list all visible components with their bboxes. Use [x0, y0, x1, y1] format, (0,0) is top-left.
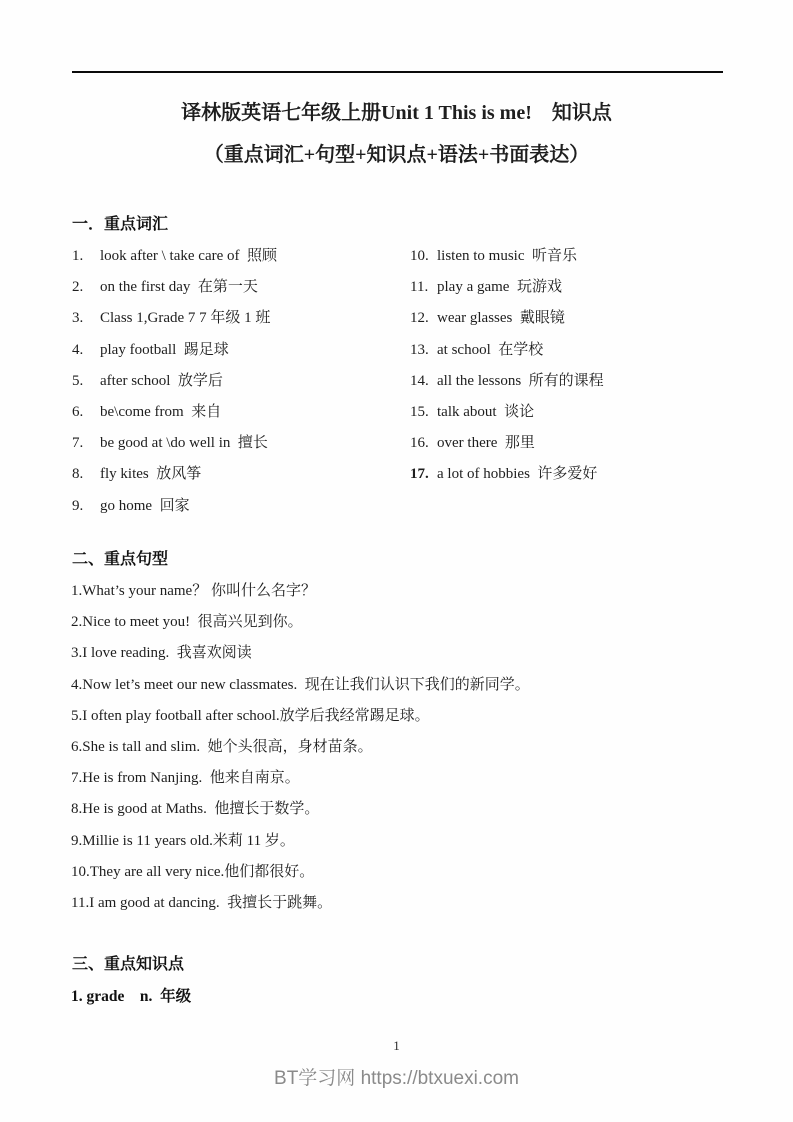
vocab-left-column	[72, 241, 402, 522]
vocab-item-number: 1.	[72, 248, 84, 264]
vocab-item	[410, 272, 740, 303]
page-subtitle: （重点词汇+句型+知识点+语法+书面表达）	[203, 144, 590, 166]
sentence-item: 8.He is good at Maths. 他擅长于数学。	[71, 801, 320, 818]
sentence-list	[71, 576, 731, 919]
vocab-item	[72, 428, 402, 459]
vocab-item-number: 5.	[72, 372, 84, 389]
vocab-item-text: play football 踢足球	[100, 341, 229, 358]
page-title: 译林版英语七年级上册Unit 1 This is me! 知识点	[181, 102, 612, 124]
vocab-item-number: 2.	[72, 279, 84, 296]
vocab-item-number: 7.	[72, 435, 84, 452]
vocab-item	[72, 303, 402, 334]
vocab-item	[72, 272, 402, 303]
vocab-item-text: talk about 谈论	[437, 403, 535, 420]
sentence-item: 10.They are all very nice.他们都很好。	[71, 863, 315, 880]
vocab-item-number: 13.	[410, 341, 429, 358]
vocab-item-text: be\come from 来自	[100, 403, 222, 420]
vocab-item-text: a lot of hobbies 许多爱好	[437, 466, 598, 483]
vocab-item	[410, 335, 740, 366]
sentence-item: 3.I love reading. 我喜欢阅读	[71, 645, 252, 662]
vocab-item	[410, 428, 740, 459]
vocab-item-text: play a game 玩游戏	[437, 279, 562, 296]
vocab-item-number: 8.	[72, 466, 84, 483]
vocab-item-number: 3.	[72, 310, 84, 327]
vocab-item-text: be good at \do well in 擅长	[100, 435, 268, 452]
vocab-item	[410, 459, 740, 490]
knowledge-item: 1. grade n. 年级	[71, 988, 192, 1005]
vocab-item-number: 15.	[410, 403, 429, 420]
vocab-item-text: on the first day 在第一天	[100, 279, 258, 296]
sentence-item: 1.What’s your name？ 你叫什么名字？	[71, 583, 316, 599]
sentence-item: 6.She is tall and slim. 她个头很高，身材苗条。	[71, 738, 373, 755]
vocab-item	[72, 366, 402, 397]
vocab-item-number: 6.	[72, 403, 84, 420]
sentence-item: 9.Millie is 11 years old.米莉 11 岁。	[71, 832, 295, 849]
vocab-item-number: 4.	[72, 341, 84, 358]
section-knowledge-heading: 三、重点知识点	[72, 956, 185, 973]
sentence-item: 4.Now let’s meet our new classmates. 现在让我们认识下我们的新同学。	[71, 676, 530, 693]
vocab-item	[72, 335, 402, 366]
vocab-item-number: 17.	[410, 466, 429, 483]
vocab-item-text: over there 那里	[437, 435, 535, 452]
vocab-item-text: fly kites 放风筝	[100, 466, 202, 483]
sentence-item: 5.I often play football after school.放学后我经常踢足球。	[71, 707, 430, 724]
vocab-item-number: 16.	[410, 435, 429, 452]
vocab-item	[72, 491, 402, 522]
vocab-item	[410, 303, 740, 334]
sentence-item: 2.Nice to meet you! 很高兴见到你。	[71, 614, 303, 631]
vocab-item-text: listen to music 听音乐	[437, 248, 577, 264]
vocab-item	[410, 366, 740, 397]
vocab-item-number: 14.	[410, 372, 429, 389]
vocab-item-text: look after \ take care of 照顾	[100, 248, 278, 264]
sentence-item: 7.He is from Nanjing. 他来自南京。	[71, 770, 300, 787]
section-vocab-heading: 一．重点词汇	[72, 216, 169, 233]
vocab-item-text: Class 1,Grade 7 7 年级 1 班	[100, 310, 271, 327]
vocab-item	[72, 397, 402, 428]
vocab-item-text: wear glasses 戴眼镜	[437, 310, 565, 327]
vocab-item	[410, 397, 740, 428]
page-number: 1	[393, 1038, 400, 1053]
vocab-item-number: 11.	[410, 279, 429, 296]
vocab-item-text: all the lessons 所有的课程	[437, 372, 604, 389]
vocab-item-text: after school 放学后	[100, 372, 223, 389]
header-rule	[72, 71, 723, 73]
vocab-item-text: go home 回家	[100, 497, 190, 514]
vocab-item	[72, 241, 402, 272]
vocab-item-number: 10.	[410, 248, 429, 264]
vocab-item-text: at school 在学校	[437, 341, 544, 358]
site-watermark: BT学习网 https://btxuexi.com	[274, 1068, 519, 1089]
vocab-item-number: 9.	[72, 497, 84, 514]
sentence-item: 11.I am good at dancing. 我擅长于跳舞。	[71, 894, 333, 911]
vocab-right-column	[410, 241, 740, 491]
vocab-item	[410, 241, 740, 272]
vocab-item	[72, 459, 402, 490]
section-sentences-heading: 二、重点句型	[72, 551, 169, 568]
vocab-item-number: 12.	[410, 310, 429, 327]
